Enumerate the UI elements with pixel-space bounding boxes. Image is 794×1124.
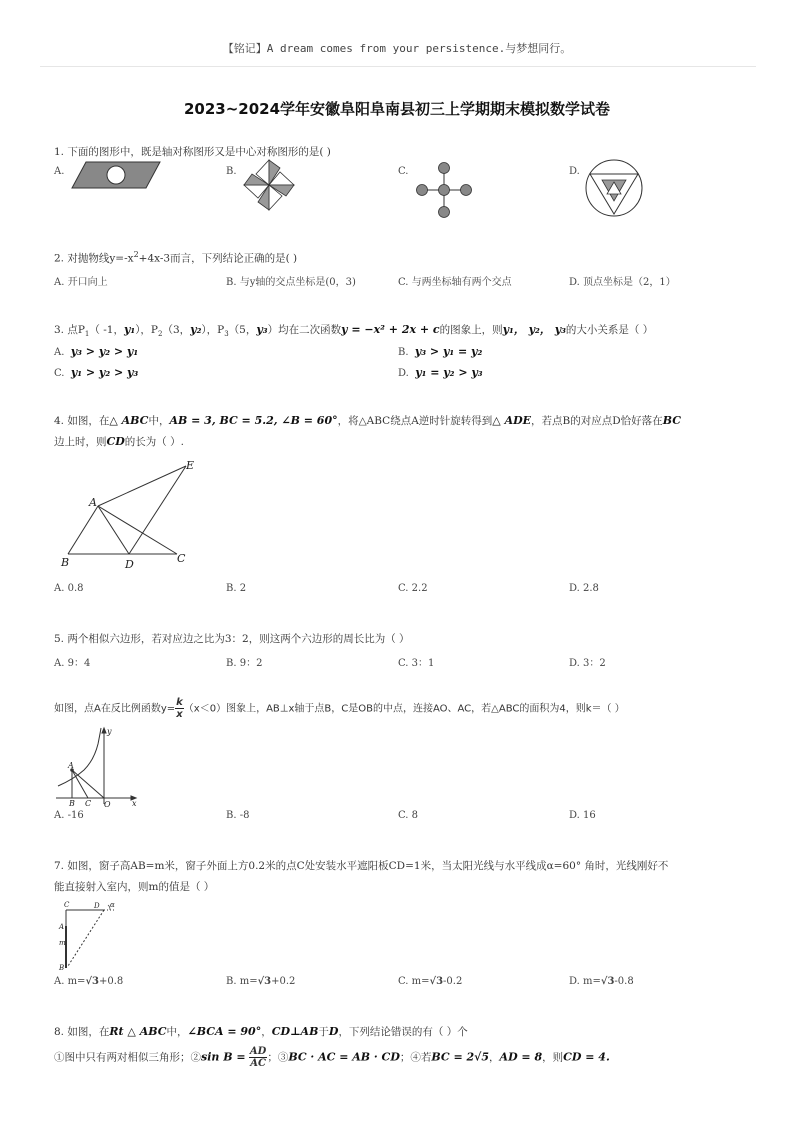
q6-label-y: y: [107, 727, 112, 736]
q1-stem: 1. 下面的图形中，既是轴对称图形又是中心对称图形的是( ): [54, 146, 331, 158]
q4-label-e: E: [186, 459, 195, 472]
q3-option-a: A. y₃ > y₂ > y₁: [54, 345, 139, 358]
q7-label-b: B: [59, 964, 65, 972]
q6-option-a: A. -16: [54, 810, 84, 821]
q1-label-b: B.: [226, 166, 237, 177]
q4-label-c: C: [177, 552, 186, 565]
q6-label-c: C: [85, 799, 92, 808]
q2-option-d: D. 顶点坐标是（2，1）: [569, 277, 676, 288]
q8-stem: 8. 如图，在Rt △ ABC中，∠BCA = 90°，CD⊥AB于D，下列结论错误的有（ ）个: [54, 1025, 468, 1038]
q1-figure-b: [240, 156, 298, 214]
q5-stem: 5. 两个相似六边形，若对应边之比为3：2，则这两个六边形的周长比为（ ）: [54, 633, 410, 645]
q6-figure: [54, 724, 144, 808]
q7-label-c: C: [64, 901, 70, 909]
q7-label-d: D: [94, 902, 100, 910]
q2-stem: 2. 对抛物线$y=-x^2+4x-3$而言，下列结论正确的是( ): [54, 250, 298, 265]
q6-label-b: B: [69, 799, 75, 808]
q5-option-b: B. 9：2: [226, 658, 263, 669]
q1-figure-a: [72, 160, 162, 190]
q7-label-m: m: [59, 939, 66, 947]
q3-option-b: B. y₃ > y₁ = y₂: [398, 345, 483, 358]
q4-figure: [56, 456, 206, 574]
q4-label-b: B: [61, 556, 70, 569]
q1-label-c: C.: [398, 166, 409, 177]
q5-option-a: A. 9：4: [54, 658, 91, 669]
q7-figure: [54, 898, 124, 974]
q4-option-c: C. 2.2: [398, 583, 428, 594]
q6-option-b: B. -8: [226, 810, 250, 821]
q7-option-c: C. m=√3-0.2: [398, 976, 463, 987]
q4-option-a: A. 0.8: [54, 583, 84, 594]
q7-option-d: D. m=√3-0.8: [569, 976, 634, 987]
q6-option-d: D. 16: [569, 810, 596, 821]
q4-option-b: B. 2: [226, 583, 247, 594]
q1-label-a: A.: [54, 166, 65, 177]
q4-label-d: D: [125, 558, 134, 571]
q3-option-c: C. y₁ > y₂ > y₃: [54, 366, 139, 379]
q4-label-a: A: [89, 496, 97, 509]
q6-label-x: x: [132, 799, 137, 808]
q5-option-c: C. 3：1: [398, 658, 435, 669]
q4-option-d: D. 2.8: [569, 583, 599, 594]
q7-stem-line1: 7. 如图，窗子高AB=m米，窗子外面上方0.2米的点C处安装水平遮阳板CD=1米，当太阳光线与水平线成α=60° 角时，光线刚好不: [54, 860, 669, 872]
q7-label-a: A: [59, 923, 65, 931]
q6-stem: 如图，点A在反比例函数y= $\frac{k}{x}$ （x＜0）图象上，AB⊥x轴于点B，C是OB的中点，连接AO、AC，若△ABC的面积为4，则k＝（ ）: [54, 697, 625, 720]
q2-option-b: B. 与y轴的交点坐标是(0，3): [226, 277, 356, 288]
q3-stem: 3. 点$P_1$（ -1，y₁），$P_2(3$，y₂），$P_3(5$，y₃）均在二次函数y = −x² + 2x + c的图象上，则y₁， y₂， y₃的大小关系是（ ）: [54, 323, 654, 339]
q8-statements: ①图中只有两对相似三角形；②sin B = $\frac{AD}{AC}$ ；③BC · AC = AB · CD；④若BC = 2√5，AD = 8，则CD = 4.: [54, 1046, 610, 1069]
q1-figure-d: [584, 158, 644, 218]
q4-stem-line1: 4. 如图，在△ ABC中，AB = 3, BC = 5.2, ∠B = 60°，将△ABC绕点A逆时针旋转得到△ ADE，若点B的对应点D恰好落在BC: [54, 414, 681, 427]
q6-option-c: C. 8: [398, 810, 419, 821]
header-divider: [40, 66, 756, 67]
q6-label-a: A: [68, 761, 74, 770]
q3-option-d: D. y₁ = y₂ > y₃: [398, 366, 483, 379]
q1-label-d: D.: [569, 166, 580, 177]
q7-label-alpha: α: [110, 901, 115, 909]
q2-option-a: A. 开口向上: [54, 277, 108, 288]
q7-option-a: A. m=√3+0.8: [54, 976, 124, 987]
page-header: 【铭记】A dream comes from your persistence.与梦想同行。: [222, 42, 572, 55]
q2-option-c: C. 与两坐标轴有两个交点: [398, 277, 512, 288]
page-title: 2023~2024学年安徽阜阳阜南县初三上学期期末模拟数学试卷: [183, 100, 611, 118]
q4-stem-line2: 边上时，则CD的长为（ ）.: [54, 435, 184, 448]
q1-figure-c: [412, 158, 472, 218]
q5-option-d: D. 3：2: [569, 658, 606, 669]
q7-stem-line2: 能直接射入室内，则m的值是（ ）: [54, 881, 215, 893]
q7-option-b: B. m=√3+0.2: [226, 976, 296, 987]
q6-label-o: O: [104, 800, 111, 809]
